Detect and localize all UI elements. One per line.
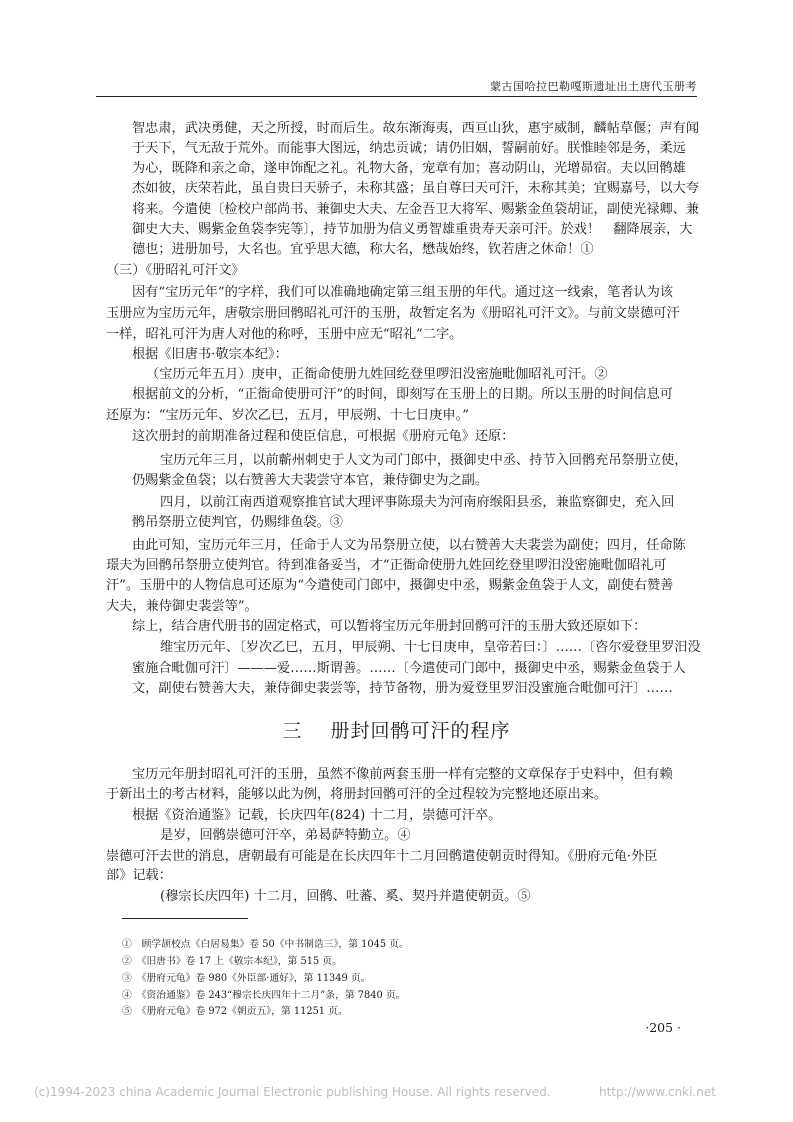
page-number: ·205 · [645, 1020, 681, 1035]
body-line: 德也；进册加号，大名也。宜乎思大德，称大名，懋哉始终，钦若唐之休命！① [132, 242, 594, 257]
body-line: 宝历元年册封昭礼可汗的玉册，虽然不像前两套玉册一样有完整的文章保存于史料中，但有赖 [132, 767, 673, 782]
body-line: 由此可知，宝历元年三月，任命于人文为吊祭册立使，以右赞善大夫裴尝为副使；四月，任命陈 [132, 538, 686, 553]
footnote-rule [122, 918, 248, 919]
quote-line: 宝历元年三月，以前蘄州刺史于人文为司门郎中，摄御史中丞、持节入回鹘充吊祭册立使， [160, 453, 688, 468]
header-rule [96, 96, 697, 97]
body-line: 汗”。玉册中的人物信息可还原为“今遣使司门郎中，摄御史中丞，赐紫金鱼袋于人文，副使右赞善 [106, 578, 674, 593]
body-line: 一样，昭礼可汗为唐人对他的称呼，玉册中应无“昭礼”二字。 [106, 327, 463, 342]
footnote: ④ 《资治通鉴》卷 243“穆宗长庆四年十二月”条，第 7840 页。 [122, 990, 406, 1001]
copyright-text: (c)1994-2023 china Academic Journal Electronic publishing House. All rights reserved. [34, 1085, 551, 1099]
quote-line: 维宝历元年、〔岁次乙巳，五月，甲辰朔、十七日庚申，皇帝若曰：〕……〔咨尔爱登里罗汨没 [160, 640, 701, 655]
body-line: 崇德可汗去世的消息，唐朝最有可能是在长庆四年十二月回鹘遣使朝贡时得知。《册府元龟·外臣 [106, 849, 658, 864]
body-line: 杰如彼，庆荣若此，虽自贵曰天骄子，未称其盛；虽自尊曰天可汗，未称其美；宜赐嘉号，以大夸 [132, 181, 700, 196]
footnote: ② 《旧唐书》卷 17 上《敬宗本纪》，第 515 页。 [122, 956, 342, 967]
quote-line: (穆宗长庆四年) 十二月，回鹘、吐蕃、奚、契丹并遣使朝贡。⑤ [160, 889, 531, 904]
quote-line: 蜜施合毗伽可汗〕———爱……斯谓善。……〔今遣使司门郎中，摄御史中丞，赐紫金鱼袋于人 [132, 661, 686, 676]
footnote: ③ 《册府元龟》卷 980《外臣部·通好》，第 11349 页。 [122, 973, 371, 984]
body-line: 将来。今遣使〔检校户部尚书、兼御史大夫、左金吾卫大将军、赐紫金鱼袋胡证，副使光禄卿、兼 [132, 202, 700, 217]
quote-line: 文，副使右赞善大夫，兼侍御史裴尝等，持节备物，册为爱登里罗汨没蜜施合毗伽可汗〕…… [132, 681, 673, 696]
quote-line: 是岁，回鹘崇德可汗卒，弟曷萨特勤立。④ [160, 828, 411, 843]
body-line: 于天下，气无敌于荒外。而能事大图远，纳忠贡诚；请仍旧姻，誓嗣前好。朕惟睦邻是务，柔远 [132, 141, 686, 156]
body-line: 御史大夫、赐紫金鱼袋李宪等〕，持节加册为信义勇智雄重贵寿天亲可汗。於戏！ 翻降展亲，大 [132, 222, 693, 237]
body-line: 根据前文的分析，“正衙命使册可汗”的时间，即刻写在玉册上的日期。所以玉册的时间信息可 [132, 387, 673, 402]
subsection-heading: （三）《册昭礼可汗文》 [106, 263, 245, 278]
body-line: 智忠肃，武决勇健，天之所授，时而后生。故东渐海夷，西亘山狄，惠宇威制，麟帖草偃；声有闻 [132, 121, 700, 136]
body-line: 还原为：“宝历元年、岁次乙巳，五月，甲辰朔、十七日庚申。” [106, 408, 469, 423]
footnote: ① 顾学颉校点《白居易集》卷 50《中书制诰三》，第 1045 页。 [122, 939, 409, 950]
body-line: 玉册应为宝历元年，唐敬宗册回鹘昭礼可汗的玉册，故暂定名为《册昭礼可汗文》。与前文崇德可汗 [106, 306, 680, 321]
body-line: 璟夫为回鹘吊祭册立使判官。待到准备妥当，才“正衙命使册九姓回纥登里啰汨没密施毗伽昭礼可 [106, 558, 667, 573]
body-line: 大夫，兼侍御史裴尝等”。 [106, 599, 258, 614]
source-url: http://www.cnki.net [599, 1085, 716, 1099]
body-line: 为心，既降和亲之命，遂申饰配之礼。礼物大备，宠章有加；喜动阴山，光增昴宿。夫以回鹘雄 [132, 161, 686, 176]
body-line: 根据《旧唐书·敬宗本纪》： [132, 347, 288, 362]
quote-line: 鹘吊祭册立使判官，仍赐绯鱼袋。③ [132, 515, 343, 530]
body-line: 这次册封的前期准备过程和使臣信息，可根据《册府元龟》还原： [132, 429, 515, 444]
running-header: 蒙古国哈拉巴勒嘎斯遗址出土唐代玉册考 [490, 80, 697, 93]
body-line: 因有“宝历元年”的字样，我们可以准确地确定第三组玉册的年代。通过这一线索，笔者认为该 [132, 285, 673, 300]
body-line: 于新出土的考古材料，能够以此为例，将册封回鹘可汗的全过程较为完整地还原出来。 [106, 787, 608, 802]
body-line: 根据《资治通鉴》记载，长庆四年(824) 十二月，崇德可汗卒。 [132, 808, 502, 823]
section-title: 册封回鹘可汗的程序 [330, 720, 511, 742]
section-number: 三 [282, 720, 303, 742]
copyright-footer [34, 1085, 716, 1099]
body-line: 部》记载： [106, 868, 172, 883]
quote-line: 仍赐紫金鱼袋；以右赞善大夫裴尝守本官，兼侍御史为之副。 [132, 473, 489, 488]
quote-line: 四月，以前江南西道观察推官试大理评事陈璟夫为河南府缑阳县丞，兼监察御史，充入回 [160, 495, 675, 510]
section-heading [0, 716, 793, 743]
body-line: 综上，结合唐代册书的固定格式，可以暂将宝历元年册封回鹘可汗的玉册大致还原如下： [132, 619, 647, 634]
footnote: ⑤ 《册府元龟》卷 972《朝贡五》，第 11251 页。 [122, 1006, 348, 1017]
quote-line: （宝历元年五月）庚申，正衙命使册九姓回纥登里啰汨没密施毗伽昭礼可汗。② [146, 367, 608, 382]
